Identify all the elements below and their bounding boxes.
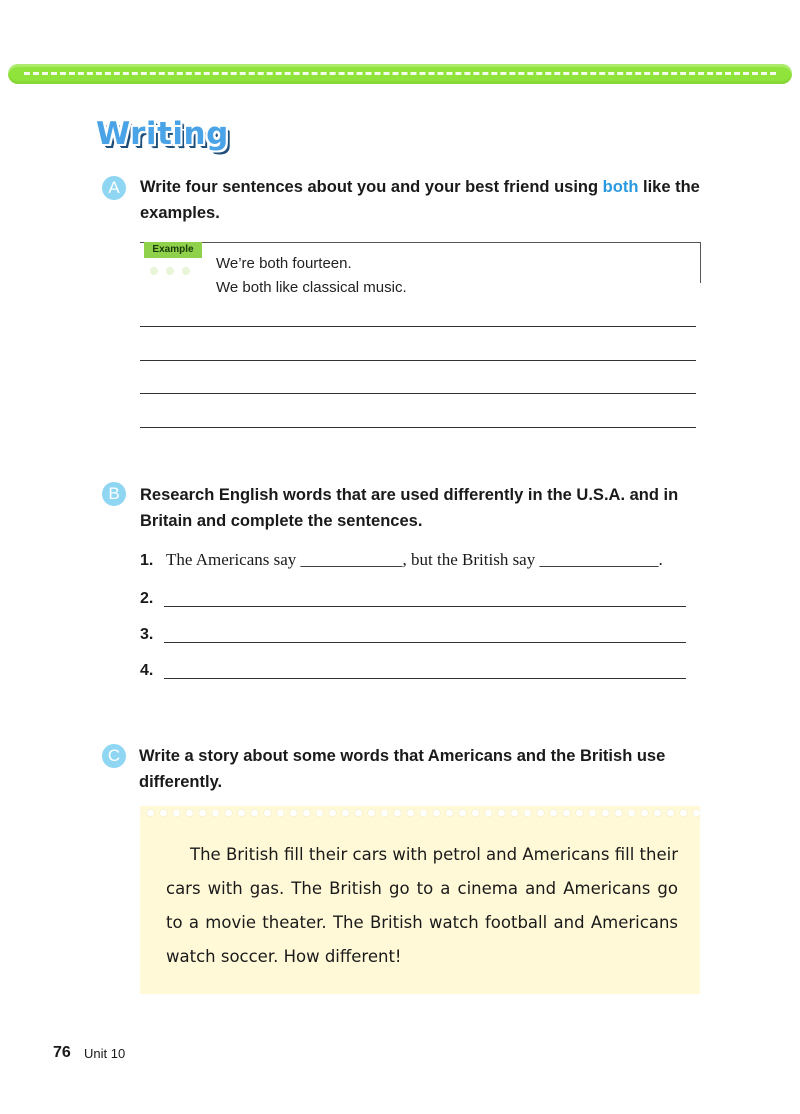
section-a-badge: A	[102, 176, 126, 200]
item-number-3: 3.	[140, 626, 154, 643]
answer-line-a3[interactable]	[140, 393, 696, 394]
section-a-highlight-word: both	[602, 178, 639, 196]
page-number: 76	[53, 1044, 71, 1061]
section-a-instruction	[140, 174, 706, 226]
story-text: The British fill their cars with petrol and Americans fill their cars with gas. The British go to a cinema and Americans go to a movie theater. The British watch football and Americans watch soccer. How different!	[166, 845, 678, 966]
section-b-badge: B	[102, 482, 126, 506]
answer-line-a2[interactable]	[140, 360, 696, 361]
example-decoration	[150, 262, 210, 276]
example-tab: Example	[144, 242, 202, 258]
answer-line-b4[interactable]	[164, 678, 686, 679]
item-number-1: 1.	[140, 552, 154, 569]
answer-line-b3[interactable]	[164, 642, 686, 643]
unit-label: Unit 10	[84, 1046, 126, 1061]
section-a-instruction-text-1: Write four sentences about you and your best friend using	[140, 178, 603, 196]
section-b-instruction: Research English words that are used differently in the U.S.A. and in Britain and complete the sentences.	[140, 486, 679, 530]
notepad-holes	[140, 806, 700, 820]
item-number-4: 4.	[140, 662, 154, 679]
answer-line-a4[interactable]	[140, 427, 696, 428]
page-title: Writing	[96, 116, 229, 152]
header-band	[8, 64, 792, 84]
section-a-instruction-text-2: like the examples.	[140, 178, 700, 222]
header-stitching	[24, 72, 776, 75]
answer-line-a1[interactable]	[140, 326, 696, 327]
answer-line-b2[interactable]	[164, 606, 686, 607]
section-c-badge: C	[102, 744, 126, 768]
example-line-2: We both like classical music.	[216, 279, 407, 296]
item-number-2: 2.	[140, 590, 154, 607]
section-c-instruction: Write a story about some words that Americans and the British use differently.	[139, 747, 666, 791]
example-line-1: We’re both fourteen.	[216, 255, 352, 272]
item-1-sentence[interactable]: The Americans say ____________, but the British say ______________.	[166, 550, 663, 569]
